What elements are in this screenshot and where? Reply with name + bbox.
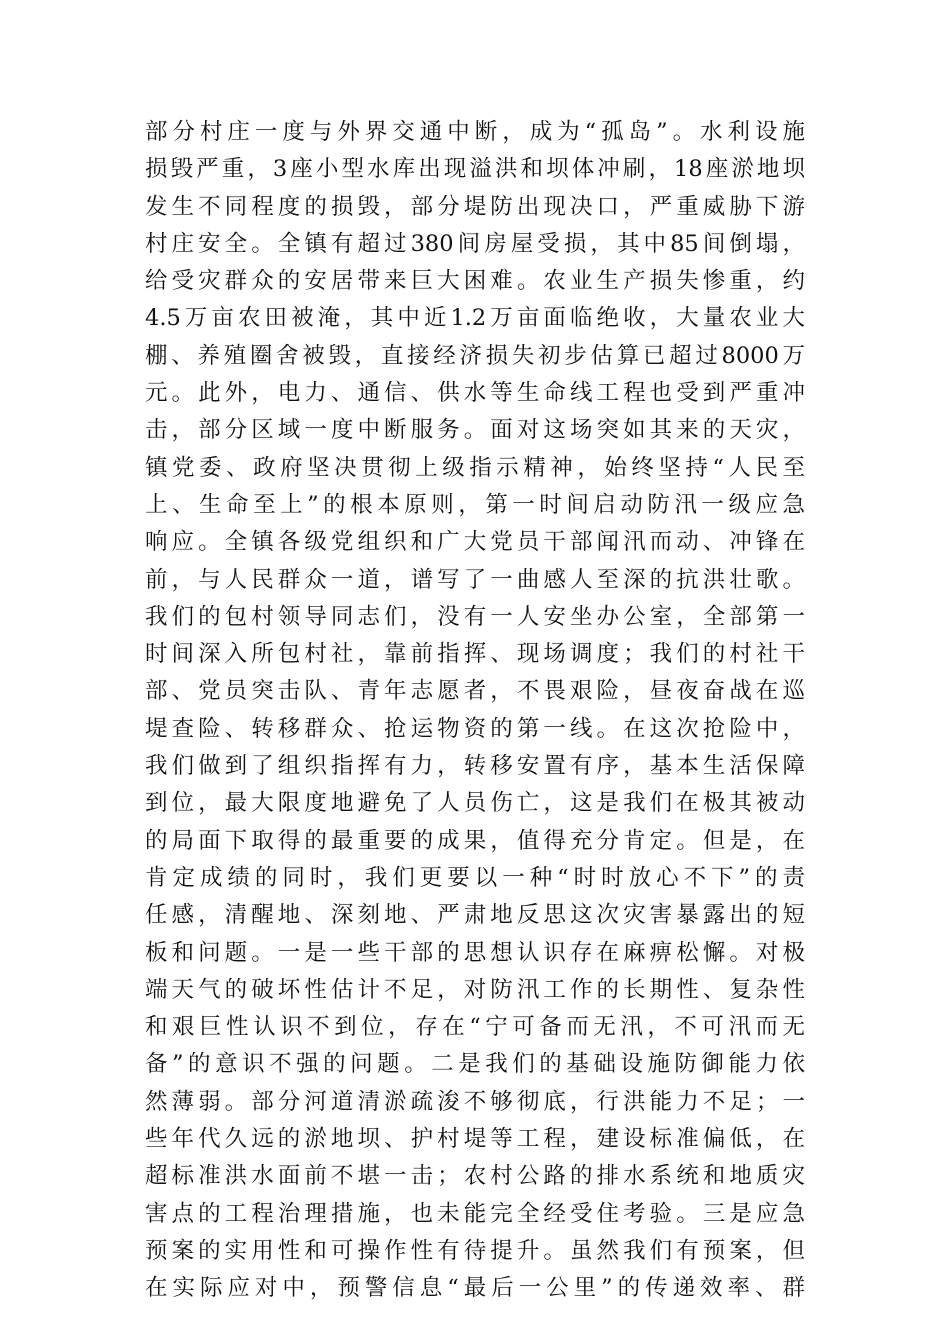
text-line: 到位，最大限度地避免了人员伤亡，这是我们在极其被动 [145, 790, 805, 817]
text-line: 的局面下取得的最重要的成果，值得充分肯定。但是，在 [145, 827, 805, 854]
text-line: 发生不同程度的损毁，部分堤防出现决口，严重威胁下游 [145, 193, 805, 220]
text-line: 镇党委、政府坚决贯彻上级指示精神，始终坚持“人民至 [145, 454, 805, 481]
body-text [145, 114, 805, 1308]
text-line: 板和问题。一是一些干部的思想认识存在麻痹松懈。对极 [145, 939, 805, 966]
text-line: 4.5万亩农田被淹，其中近1.2万亩面临绝收，大量农业大 [145, 305, 805, 332]
text-line: 部分村庄一度与外界交通中断，成为“孤岛”。水利设施 [145, 119, 805, 145]
text-line: 端天气的破坏性估计不足，对防汛工作的长期性、复杂性 [145, 976, 805, 1003]
text-line: 预案的实用性和可操作性有待提升。虽然我们有预案，但 [145, 1237, 805, 1264]
text-line: 部、党员突击队、青年志愿者，不畏艰险，昼夜奋战在巡 [145, 678, 805, 705]
text-line: 我们的包村领导同志们，没有一人安坐办公室，全部第一 [145, 603, 805, 630]
text-line: 前，与人民群众一道，谱写了一曲感人至深的抗洪壮歌。 [145, 566, 805, 593]
text-line: 击，部分区域一度中断服务。面对这场突如其来的天灾， [145, 417, 805, 444]
text-line: 时间深入所包村社，靠前指挥、现场调度；我们的村社干 [145, 641, 805, 668]
text-line: 损毁严重，3座小型水库出现溢洪和坝体冲刷，18座淤地坝 [145, 156, 805, 183]
text-line: 棚、养殖圈舍被毁，直接经济损失初步估算已超过8000万 [145, 342, 805, 369]
text-line: 备”的意识不强的问题。二是我们的基础设施防御能力依 [145, 1051, 805, 1078]
text-line: 村庄安全。全镇有超过380间房屋受损，其中85间倒塌， [145, 230, 805, 257]
text-line: 给受灾群众的安居带来巨大困难。农业生产损失惨重，约 [145, 268, 805, 295]
text-line: 任感，清醒地、深刻地、严肃地反思这次灾害暴露出的短 [145, 902, 805, 929]
text-line: 我们做到了组织指挥有力，转移安置有序，基本生活保障 [145, 753, 805, 780]
text-line: 元。此外，电力、通信、供水等生命线工程也受到严重冲 [145, 380, 805, 407]
text-line: 肯定成绩的同时，我们更要以一种“时时放心不下”的责 [145, 864, 805, 891]
text-line: 上、生命至上”的根本原则，第一时间启动防汛一级应急 [145, 491, 805, 518]
text-line: 害点的工程治理措施，也未能完全经受住考验。三是应急 [145, 1200, 805, 1227]
text-line: 然薄弱。部分河道清淤疏浚不够彻底，行洪能力不足；一 [145, 1088, 805, 1115]
text-line: 响应。全镇各级党组织和广大党员干部闻汛而动、冲锋在 [145, 529, 805, 556]
text-line: 超标准洪水面前不堪一击；农村公路的排水系统和地质灾 [145, 1163, 805, 1190]
text-line: 些年代久远的淤地坝、护村堤等工程，建设标准偏低，在 [145, 1126, 805, 1153]
text-line: 和艰巨性认识不到位，存在“宁可备而无汛，不可汛而无 [145, 1014, 805, 1041]
text-line: 在实际应对中，预警信息“最后一公里”的传递效率、群 [145, 1275, 805, 1302]
text-line: 堤查险、转移群众、抢运物资的第一线。在这次抢险中， [145, 715, 805, 742]
